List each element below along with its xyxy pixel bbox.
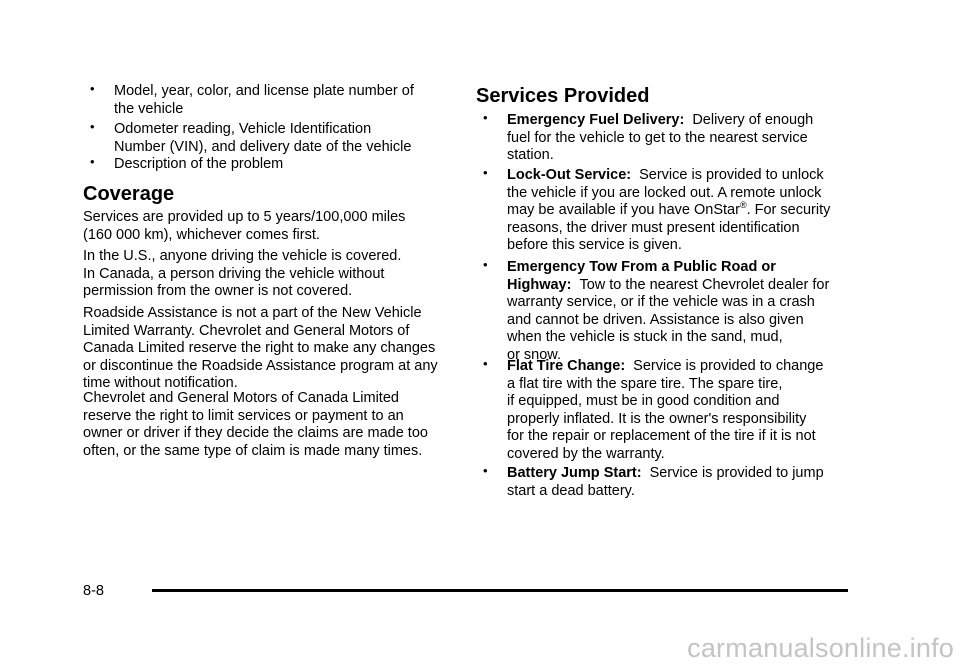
text-line: if equipped, must be in good condition and xyxy=(507,393,780,409)
text-line: Chevrolet and General Motors of Canada Limited xyxy=(83,390,399,406)
text-line: or snow. xyxy=(507,346,561,363)
text-line: In the U.S., anyone driving the vehicle is covered. xyxy=(83,248,402,264)
text-line: (160 000 km), whichever comes first. xyxy=(83,226,320,243)
text-line: reasons, the driver must present identification xyxy=(507,219,800,236)
service-title: Emergency Fuel Delivery: xyxy=(507,112,685,128)
paragraph xyxy=(83,390,453,460)
paragraph xyxy=(83,305,453,393)
bullet-text: Odometer reading, Vehicle Identification xyxy=(114,121,372,137)
list-item xyxy=(476,465,877,500)
paragraph xyxy=(83,209,453,244)
text-line: the vehicle if you are locked out. A remote unlock xyxy=(507,184,822,201)
list-item xyxy=(83,121,484,156)
text-line: for the repair or replacement of the tire if it is not xyxy=(507,428,816,444)
bullet-icon: • xyxy=(483,165,488,180)
text-line: a flat tire with the spare tire. The spare tire, xyxy=(507,375,783,392)
registered-mark: ® xyxy=(739,200,747,211)
service-title: Highway: xyxy=(507,276,572,293)
watermark-text: carmanualsonline.info xyxy=(687,633,954,663)
text-line: when the vehicle is stuck in the sand, mud, xyxy=(507,329,783,345)
bullet-icon: • xyxy=(483,463,488,478)
text-line: properly inflated. It is the owner's responsibility xyxy=(507,410,807,427)
text-line: Canada Limited reserve the right to make any changes xyxy=(83,340,436,356)
list-item xyxy=(476,112,877,165)
service-title: Flat Tire Change: xyxy=(507,358,626,374)
text-line: and cannot be driven. Assistance is also given xyxy=(507,311,804,328)
text-line: warranty service, or if the vehicle was in a crash xyxy=(507,294,815,310)
text-line: Service is provided to change xyxy=(633,358,824,374)
service-title: Lock-Out Service: xyxy=(507,167,632,183)
text-line: covered by the warranty. xyxy=(507,445,665,462)
text-line: Delivery of enough xyxy=(692,112,814,128)
text-line: Service is provided to unlock xyxy=(639,167,824,183)
list-item xyxy=(83,83,484,118)
list-item xyxy=(476,358,877,463)
page-number: 8-8 xyxy=(83,583,104,599)
bullet-icon: • xyxy=(90,154,95,169)
footer-divider xyxy=(152,589,848,592)
text-line: or discontinue the Roadside Assistance program at any xyxy=(83,357,438,374)
bullet-icon: • xyxy=(90,81,95,96)
text-line: Services are provided up to 5 years/100,000 miles xyxy=(83,209,406,225)
service-title: Emergency Tow From a Public Road or xyxy=(507,259,776,275)
paragraph xyxy=(83,248,453,301)
service-title: Battery Jump Start: xyxy=(507,465,642,481)
bullet-icon: • xyxy=(483,257,488,272)
text-line: Roadside Assistance is not a part of the New Vehicle xyxy=(83,305,422,321)
text-line: before this service is given. xyxy=(507,237,682,253)
bullet-icon: • xyxy=(90,119,95,134)
bullet-text: Model, year, color, and license plate number of xyxy=(114,83,414,99)
list-item xyxy=(476,259,877,364)
text-line: fuel for the vehicle to get to the nearest service xyxy=(507,129,808,146)
text-line: Tow to the nearest Chevrolet dealer for xyxy=(579,276,830,293)
text-line: often, or the same type of claim is made many times. xyxy=(83,442,423,459)
text-line: permission from the owner is not covered. xyxy=(83,283,353,299)
section-heading-coverage: Coverage xyxy=(83,183,175,205)
bullet-text: Description of the problem xyxy=(114,156,284,172)
bullet-text: Number (VIN), and delivery date of the vehicle xyxy=(114,138,412,155)
text-line: time without notification. xyxy=(83,375,238,391)
text-line: Limited Warranty. Chevrolet and General Motors of xyxy=(83,322,410,339)
bullet-icon: • xyxy=(483,110,488,125)
text-line: Service is provided to jump xyxy=(649,465,824,481)
section-heading-services: Services Provided xyxy=(476,85,650,107)
list-item xyxy=(476,167,877,255)
bullet-icon: • xyxy=(483,356,488,371)
text-line: owner or driver if they decide the claims are made too xyxy=(83,425,428,441)
text-line: . For security xyxy=(746,202,831,218)
list-item xyxy=(83,156,484,174)
text-line: may be available if you have OnStar xyxy=(507,202,740,218)
text-line: In Canada, a person driving the vehicle without xyxy=(83,265,385,282)
text-line: reserve the right to limit services or payment to an xyxy=(83,407,404,424)
text-line: station. xyxy=(507,147,554,163)
text-line: start a dead battery. xyxy=(507,482,635,499)
bullet-text: the vehicle xyxy=(114,100,184,117)
